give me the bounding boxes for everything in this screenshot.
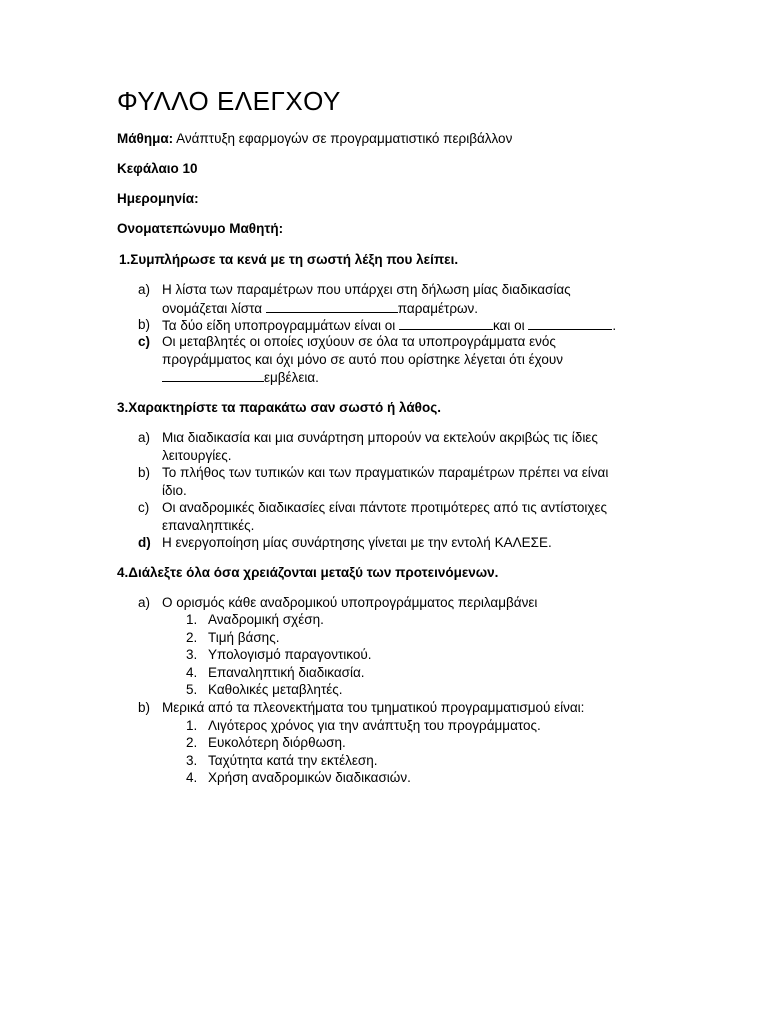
item-marker: d)	[138, 535, 151, 550]
item-text: ίδιο.	[162, 482, 187, 498]
student-name-line	[117, 221, 283, 236]
item-text: λειτουργίες.	[162, 447, 232, 463]
item-text: και οι	[492, 318, 529, 333]
item-text: Οι αναδρομικές διαδικασίες είναι πάντοτε προτιμότερες από τις αντίστοιχες	[162, 500, 607, 515]
item-text: προγράμματος και όχι μόνο σε αυτό που ορίστηκε λέγεται ότι έχουν	[162, 351, 563, 367]
course-label: Μάθημα:	[117, 131, 174, 146]
item-text: Ο ορισμός κάθε αναδρομικού υποπρογράμματος περιλαμβάνει	[162, 595, 538, 610]
date-line	[117, 191, 199, 206]
item-marker: a)	[138, 595, 151, 610]
chapter-label: Κεφάλαιο 10	[117, 161, 198, 176]
document-page: ΦΥΛΛΟ ΕΛΕΓΧΟΥ Μάθημα: Ανάπτυξη εφαρμογών σε προγραμματιστικό περιβάλλον Κεφάλαιο 10 Ημερομηνία: Ονοματεπώνυμο Μαθητή: 1.Συμπλήρωσε τα κενά με τη σωστή λέξη που λείπει. a) Η λίστα των παραμέτρων που υπάρχει στη δήλωση μίας διαδικασίας ονομάζεται λίστα παραμέτρων. b) Τα δύο είδη υποπρογραμμάτων είναι οι και οι . c) Οι μεταβλητές οι οποίες ισχύουν σε όλα τα υποπρογράμματα ενός προγράμματος και όχι μόνο σε αυτό που ορίστηκε λέγεται ότι έχουν εμβέλεια. 3.Χαρακτηρίστε τα παρακάτω σαν σωστό ή λάθος. a) Μια διαδικασία και μια συνάρτηση μπορούν να εκτελούν ακριβώς τις ίδιες λειτουργίες. b) Το πλήθος των τυπικών και των πραγματικών παραμέτρων πρέπει να είναι ίδιο. c) Οι αναδρομικές διαδικασίες είναι πάντοτε προτιμότερες από τις αντίστοιχες επαναληπτικές. d) Η ενεργοποίηση μίας συνάρτησης γίνεται με την εντολή ΚΑΛΕΣΕ. 4.Διάλεξτε όλα όσα χρειάζονται μεταξύ των προτεινόμενων. a) Ο ορισμός κάθε αναδρομικού υποπρογράμματος περιλαμβάνει 1. Αναδρομική σχέση. 2. Τιμή βάσης. 3. Υπολογισμό παραγοντικού. 4. Επαναληπτική διαδικασία. 5. Καθολικές μεταβλητές. b) Μερικά από τα πλεονεκτήματα του τμηματικού προγραμματισμού είναι: 1. Λιγότερος χρόνος για την ανάπτυξη του προγράμματος. 2. Ευκολότερη διόρθωση. 3. Ταχύτητα κατά την εκτέλεση. 4. Χρήση αναδρομικών διαδικασιών.	[0, 0, 768, 1024]
fill-blank-field[interactable]	[266, 299, 398, 313]
item-marker: a)	[138, 430, 151, 445]
item-text: Η λίστα των παραμέτρων που υπάρχει στη δήλωση μίας διαδικασίας	[162, 282, 571, 297]
item-text: Μερικά από τα πλεονεκτήματα του τμηματικού προγραμματισμού είναι:	[162, 700, 585, 715]
item-text: Η ενεργοποίηση μίας συνάρτησης γίνεται με την εντολή ΚΑΛΕΣΕ.	[162, 535, 552, 550]
fill-blank-field[interactable]	[528, 316, 612, 330]
fill-blank-field[interactable]	[162, 368, 264, 382]
section-4-heading: 4.Διάλεξτε όλα όσα χρειάζονται μεταξύ των προτεινόμενων.	[117, 565, 499, 580]
item-text: επαναληπτικές.	[162, 517, 255, 533]
item-text: Το πλήθος των τυπικών και των πραγματικών παραμέτρων πρέπει να είναι	[162, 465, 609, 480]
item-marker: a)	[138, 282, 151, 297]
item-text: Τα δύο είδη υποπρογραμμάτων είναι οι	[162, 318, 399, 333]
item-marker: b)	[138, 700, 151, 715]
item-text: Μια διαδικασία και μια συνάρτηση μπορούν να εκτελούν ακριβώς τις ίδιες	[162, 430, 598, 445]
item-text: .	[612, 318, 617, 333]
item-text: εμβέλεια.	[264, 370, 319, 385]
date-label: Ημερομηνία:	[117, 191, 199, 206]
item-marker: c)	[138, 500, 150, 515]
course-value: Ανάπτυξη εφαρμογών σε προγραμματιστικό περιβάλλον	[173, 131, 513, 146]
student-name-label: Ονοματεπώνυμο Μαθητή:	[117, 221, 284, 236]
item-text: Οι μεταβλητές οι οποίες ισχύουν σε όλα τα υποπρογράμματα ενός	[162, 334, 556, 349]
item-marker: b)	[138, 465, 151, 480]
page-title: ΦΥΛΛΟ ΕΛΕΓΧΟΥ	[117, 86, 341, 116]
item-text: ονομάζεται λίστα	[162, 300, 266, 316]
fill-blank-field[interactable]	[399, 316, 493, 330]
course-line	[117, 131, 512, 146]
item-marker: b)	[138, 317, 151, 332]
item-marker: c)	[138, 334, 151, 349]
section-1-heading: 1.Συμπλήρωσε τα κενά με τη σωστή λέξη που λείπει.	[119, 252, 459, 267]
section-3-heading: 3.Χαρακτηρίστε τα παρακάτω σαν σωστό ή λάθος.	[117, 400, 441, 415]
chapter-line	[117, 161, 198, 176]
item-text: παραμέτρων.	[397, 300, 479, 316]
